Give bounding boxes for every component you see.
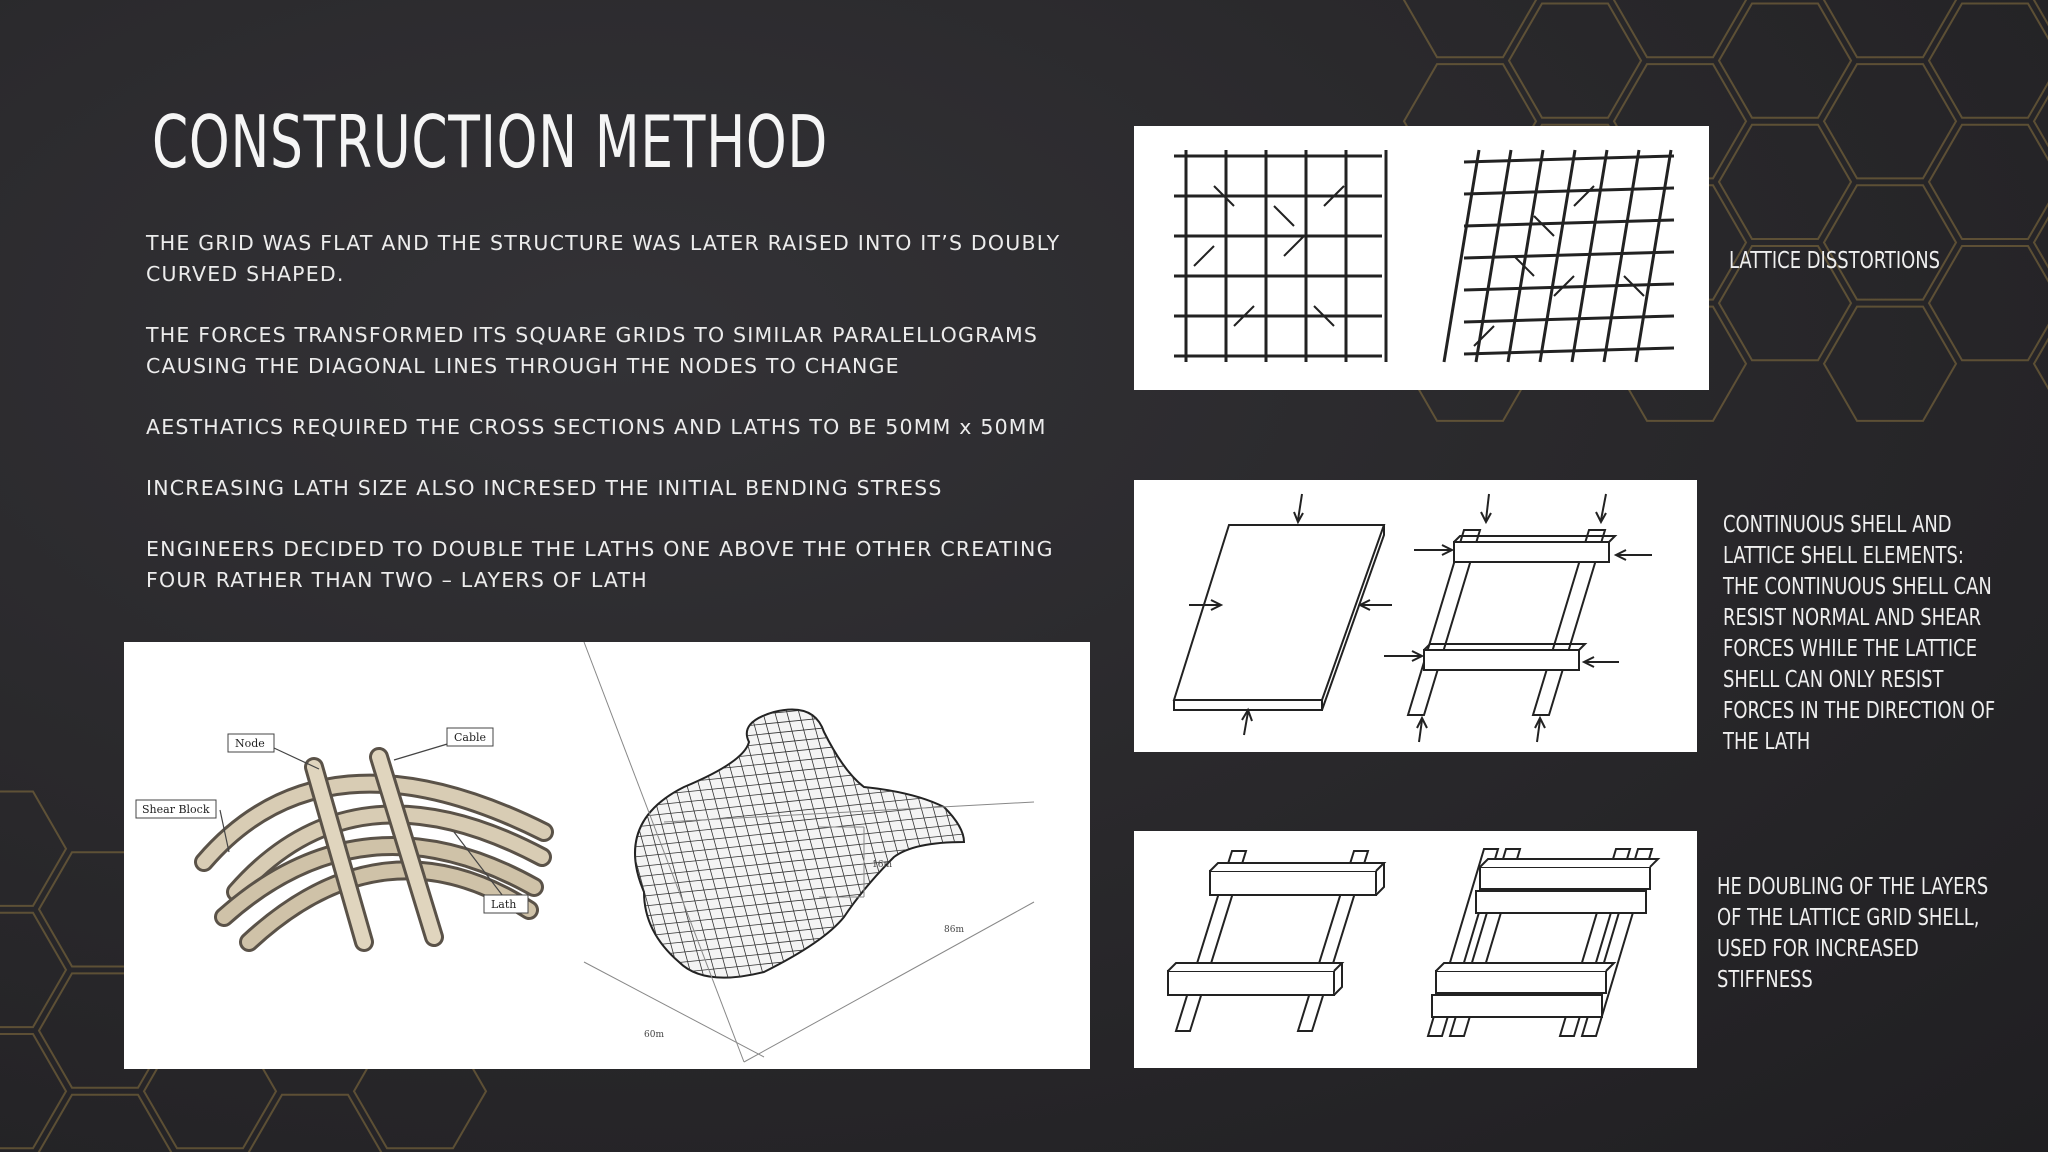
lattice-distortion-diagram	[1134, 126, 1709, 390]
paragraph-forces: THE FORCES TRANSFORMED ITS SQUARE GRIDS TO SIMILAR PARALELLOGRAMS CAUSING THE DIAGONAL LINES THROUGH THE NODES TO CHANGE	[146, 323, 1039, 378]
dimension-height: 16m	[872, 860, 892, 870]
caption-doubling-layers: HE DOUBLING OF THE LAYERS OF THE LATTICE GRID SHELL, USED FOR INCREASED STIFFNESS	[1717, 874, 1989, 993]
dimension-length: 86m	[944, 925, 964, 935]
paragraph-aesthetics: AESTHATICS REQUIRED THE CROSS SECTIONS AND LATHS TO BE 50MM x 50MM	[146, 415, 1047, 439]
slide-title: CONSTRUCTION METHOD	[152, 100, 829, 184]
paragraph-double-laths: ENGINEERS DECIDED TO DOUBLE THE LATHS ONE ABOVE THE OTHER CREATING FOUR RATHER THAN TWO – LAYERS OF LATH	[146, 537, 1054, 592]
label-lath: Lath	[491, 898, 517, 911]
body-text	[146, 228, 1076, 626]
dimension-width: 60m	[644, 1030, 664, 1040]
shell-elements-diagram	[1134, 480, 1697, 752]
paragraph-flat-grid: THE GRID WAS FLAT AND THE STRUCTURE WAS LATER RAISED INTO IT’S DOUBLY CURVED SHAPED.	[146, 231, 1061, 286]
label-cable: Cable	[454, 731, 487, 744]
label-shear-block: Shear Block	[142, 803, 210, 816]
caption-shell-elements: CONTINUOUS SHELL AND LATTICE SHELL ELEMENTS: THE CONTINUOUS SHELL CAN RESIST NORMAL AND SHEAR FORCES WHILE THE LATTICE SHELL CAN ONLY RESIST FORCES IN THE DIRECTION OF THE LATH	[1723, 512, 1996, 755]
caption-lattice-distortions: LATTICE DISSTORTIONS	[1729, 248, 1941, 274]
label-node: Node	[235, 737, 265, 750]
paragraph-lath-size: INCREASING LATH SIZE ALSO INCRESED THE INITIAL BENDING STRESS	[146, 476, 943, 500]
gridshell-diagram	[124, 642, 1090, 1069]
doubled-layers-diagram	[1134, 831, 1697, 1068]
